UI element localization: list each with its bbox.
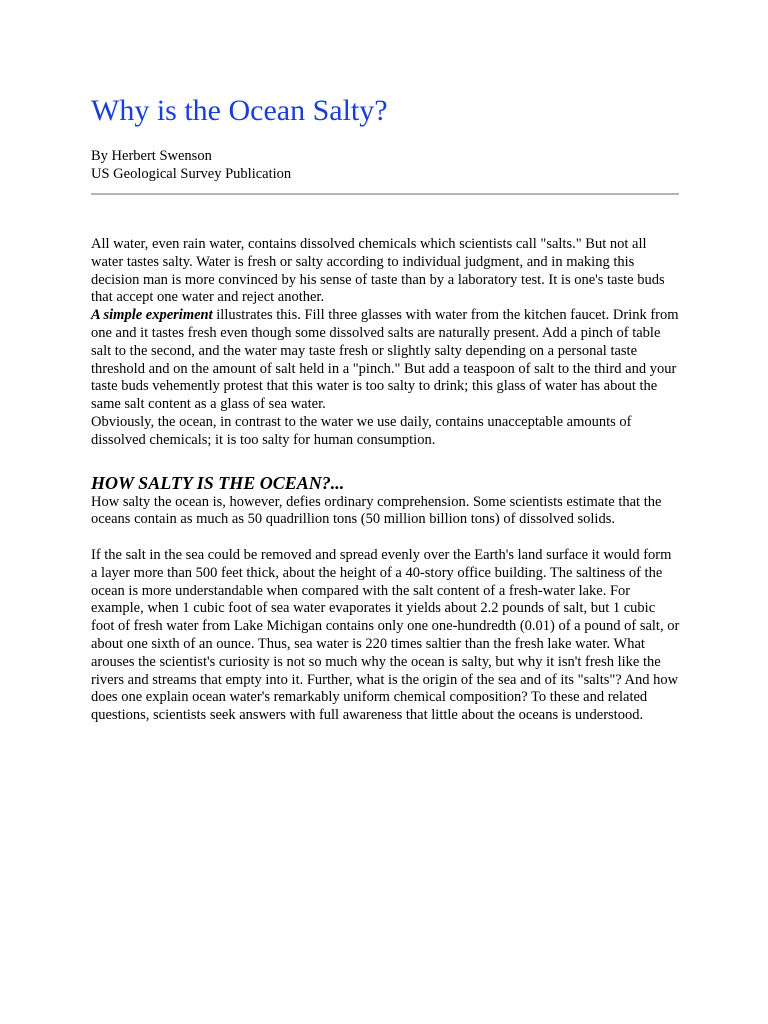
page-title: Why is the Ocean Salty? <box>91 94 388 127</box>
section-heading: HOW SALTY IS THE OCEAN?... <box>91 472 345 493</box>
experiment-body-text: illustrates this. Fill three glasses with water from the kitchen faucet. Drink from one and it tastes fresh even though some dissolved salts are naturally present. Add a pinch of table salt to the second, and the water may taste fresh or slightly salty depending on a personal taste threshold and on the amount of salt held in a "pinch." But add a teaspoon of salt to the third and your taste buds vehemently protest that this water is too salty to drink; this glass of water has about the same salt content as a glass of sea water. <box>91 307 679 413</box>
author-line: By Herbert Swenson <box>91 148 212 164</box>
paragraph-salt-layer: If the salt in the sea could be removed and spread evenly over the Earth's land surface it would form a layer more than 500 feet thick, about the height of a 40-story office building. The saltiness of the ocean is more understandable when compared with the salt content of a fresh-water lake. For example, when 1 cubic foot of sea water evaporates it yields about 2.2 pounds of salt, but 1 cubic foot of fresh water from Lake Michigan contains only one one-hundredth (0.01) of a pound of salt, or about one sixth of an ounce. Thus, sea water is 220 times saltier than the fresh lake water. What arouses the scientist's curiosity is not so much why the ocean is salty, but why it isn't fresh like the rivers and streams that empty into it. Further, what is the origin of the sea and of its "salts"? And how does one explain ocean water's remarkably uniform chemical composition? To these and related questions, scientists seek answers with full awareness that little about the oceans is understood. <box>91 546 680 724</box>
byline <box>91 147 291 183</box>
experiment-lead-text: A simple experiment <box>91 307 213 324</box>
paragraph-experiment <box>91 307 681 414</box>
paragraph-obviously: Obviously, the ocean, in contrast to the water we use daily, contains unacceptable amounts of dissolved chemicals; it is too salty for human consumption. <box>91 413 632 448</box>
horizontal-divider <box>91 193 679 195</box>
publication-line: US Geological Survey Publication <box>91 166 292 182</box>
paragraph-intro: All water, even rain water, contains dissolved chemicals which scientists call "salts." But not all water tastes salty. Water is fresh or salty according to individual judgment, and in making this decision man is more convinced by his sense of taste than by a laboratory test. It is one's taste buds that accept one water and reject another. <box>91 236 665 306</box>
article-body <box>91 236 681 725</box>
paragraph-spacer <box>91 529 681 547</box>
paragraph-how-salty: How salty the ocean is, however, defies ordinary comprehension. Some scientists estimate that the oceans contain as much as 50 quadrillion tons (50 million billion tons) of dissolved solids. <box>91 493 662 528</box>
